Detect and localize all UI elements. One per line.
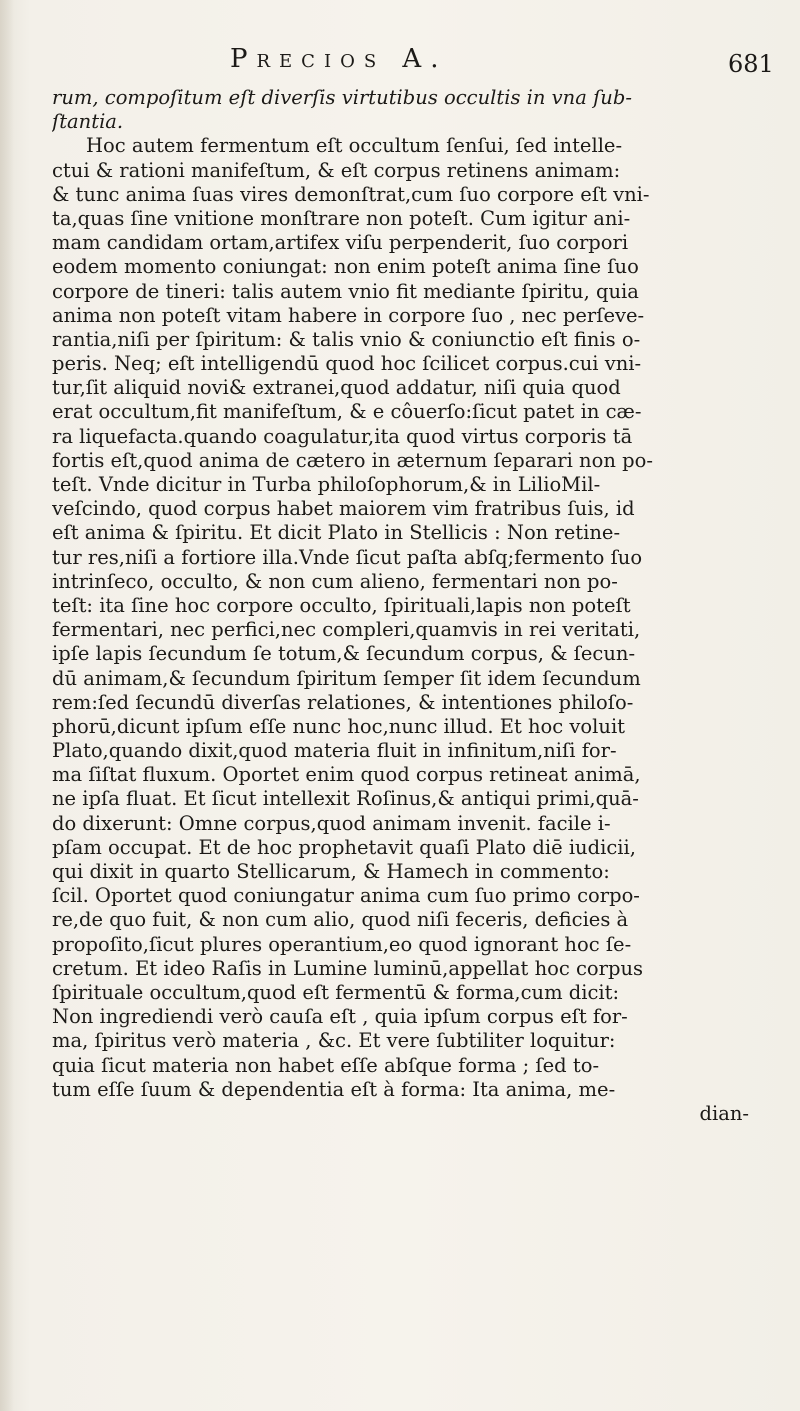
text-line: tum eſſe ſuum & dependentia eſt à forma: Ita anima, me- xyxy=(52,1077,616,1101)
text-line: rantia,niſi per ſpiritum: & talis vnio & coniunctio eſt finis o- xyxy=(52,327,641,351)
binding-shadow xyxy=(0,0,14,1411)
text-line: eodem momento coniungat: non enim poteſt anima ſine ſuo xyxy=(52,255,639,279)
text-line: intrinſeco, occulto, & non cum alieno, fermentari non po- xyxy=(52,569,618,593)
text-line: ne ipſa fluat. Et ſicut intellexit Roſinus,& antiqui primi,quā- xyxy=(52,787,639,811)
text-line: peris. Neq; eſt intelligendū quod hoc ſcilicet corpus.cui vni- xyxy=(52,352,642,376)
text-line: ctui & rationi manifeſtum, & eſt corpus retinens animam: xyxy=(52,158,621,182)
text-line: veſcindo, quod corpus habet maiorem vim fratribus ſuis, id xyxy=(52,497,635,521)
text-line: pſam occupat. Et de hoc prophetavit quaſi Plato diē iudicii, xyxy=(52,835,636,859)
text-line: Non ingrediendi verò cauſa eſt , quia ipſum corpus eſt for- xyxy=(52,1005,628,1029)
text-line: ra liquefacta.quando coagulatur,ita quod virtus corporis tā xyxy=(52,424,633,448)
text-line: re,de quo fuit, & non cum alio, quod niſi feceris, deficies à xyxy=(52,908,629,932)
text-line: fortis eſt,quod anima de cætero in æternum ſeparari non po- xyxy=(52,448,653,472)
text-line: rum, compoſitum eſt diverſis virtutibus occultis in vna ſub- xyxy=(52,86,632,109)
text-line: eſt anima & ſpiritu. Et dicit Plato in Stellicis : Non retine- xyxy=(52,521,621,545)
text-line: teſt. Vnde dicitur in Turba philoſophorum,& in LilioMil- xyxy=(52,473,601,496)
text-line: erat occultum,fit manifeſtum, & e côuerſo:ſicut patet in cæ- xyxy=(52,400,642,424)
text-line: ſcil. Oportet quod coniungatur anima cum ſuo primo corpo- xyxy=(52,884,640,908)
catchword: dian- xyxy=(699,1101,749,1125)
text-line: ma, ſpiritus verò materia , &c. Et vere ſubtiliter loquitur: xyxy=(52,1029,616,1053)
running-title: Precios A. xyxy=(230,44,448,74)
text-line: & tunc anima ſuas vires demonſtrat,cum ſuo corpore eſt vni- xyxy=(52,182,650,206)
page-number: 681 xyxy=(728,50,774,78)
text-line: dū animam,& ſecundum ſpiritum ſemper ſit idem ſecundum xyxy=(52,666,641,690)
text-line: quia ſicut materia non habet eſſe abſque forma ; ſed to- xyxy=(52,1053,600,1077)
text-line: Hoc autem fermentum eſt occultum ſenſui, ſed intelle- xyxy=(86,134,623,158)
text-line: ipſe lapis ſecundum ſe totum,& ſecundum corpus, & ſecun- xyxy=(52,642,636,666)
body-text xyxy=(52,86,767,1126)
text-line: ma ſiſtat fluxum. Oportet enim quod corpus retineat animā, xyxy=(52,763,641,787)
text-line: tur res,niſi a fortiore illa.Vnde ſicut paſta abſq;fermento ſuo xyxy=(52,545,643,569)
text-line: propoſito,ſicut plures operantium,eo quod ignorant hoc ſe- xyxy=(52,932,632,956)
text-line: ſpirituale occultum,quod eſt fermentū & forma,cum dicit: xyxy=(52,980,620,1004)
text-line: tur,ſit aliquid novi& extranei,quod addatur, niſi quia quod xyxy=(52,376,621,400)
text-line: ta,quas ſine vnitione monſtrare non poteſt. Cum igitur ani- xyxy=(52,206,631,230)
text-line: phorū,dicunt ipſum eſſe nunc hoc,nunc illud. Et hoc voluit xyxy=(52,714,626,738)
text-line: rem:ſed ſecundū diverſas relationes, & intentiones philoſo- xyxy=(52,690,634,714)
text-line: do dixerunt: Omne corpus,quod animam invenit. facile i- xyxy=(52,811,611,835)
text-line: cretum. Et ideo Raſis in Lumine luminū,appellat hoc corpus xyxy=(52,956,644,980)
text-line: teſt: ita ſine hoc corpore occulto, ſpirituali,lapis non poteſt xyxy=(52,593,631,617)
page-header xyxy=(0,44,800,84)
text-line: ſtantia. xyxy=(52,110,124,134)
text-line: qui dixit in quarto Stellicarum, & Hamech in commento: xyxy=(52,860,610,883)
text-line: corpore de tineri: talis autem vnio fit mediante ſpiritu, quia xyxy=(52,279,639,303)
text-line: Plato,quando dixit,quod materia fluit in infinitum,niſi for- xyxy=(52,739,617,763)
text-line: mam candidam ortam,artifex viſu perpenderit, ſuo corpori xyxy=(52,231,629,255)
text-line: anima non poteſt vitam habere in corpore ſuo , nec perſeve- xyxy=(52,303,645,327)
text-line: fermentari, nec perfici,nec compleri,quamvis in rei veritati, xyxy=(52,618,641,642)
